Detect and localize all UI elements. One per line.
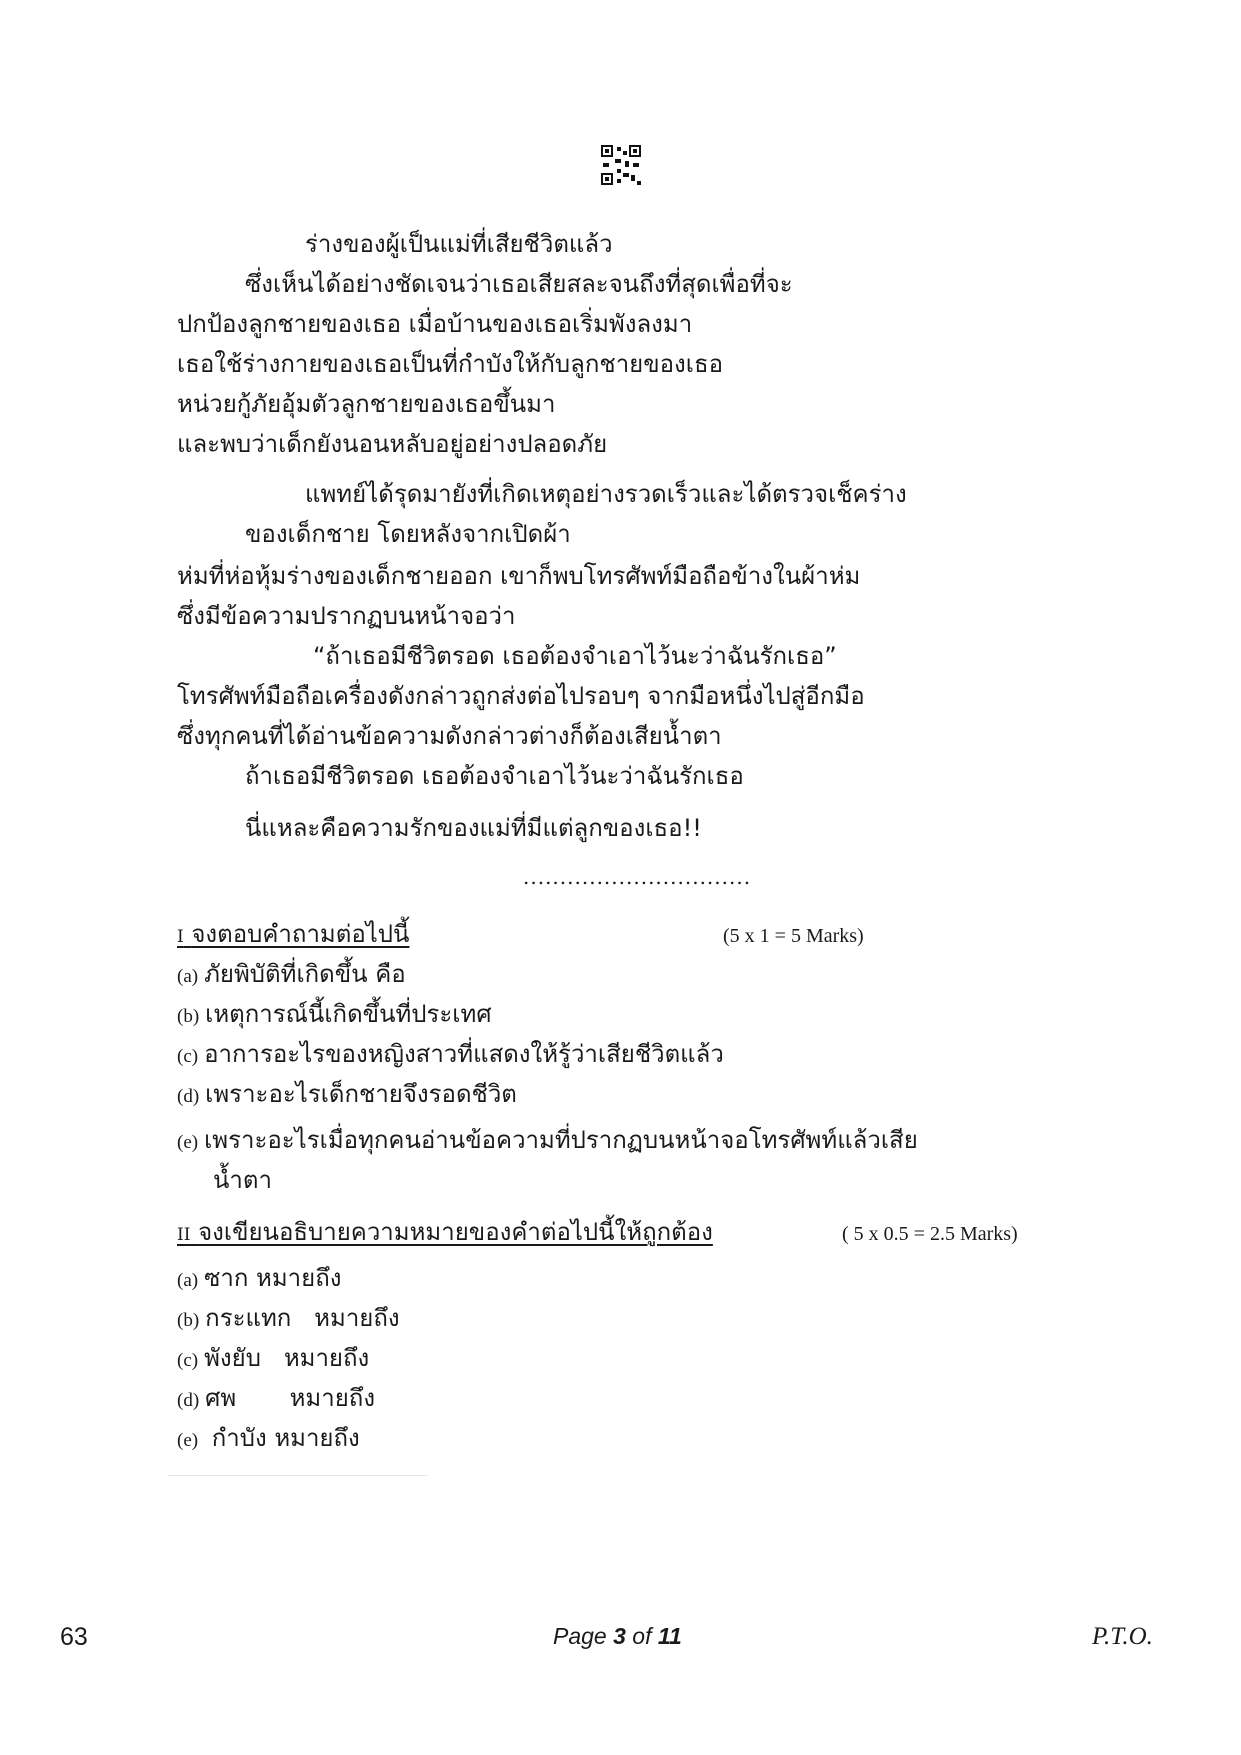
separator-dots: ...............................: [523, 865, 752, 889]
passage-quote: “ถ้าเธอมีชีวิตรอด เธอต้องจำเอาไว้นะว่าฉันรักเธอ”: [313, 642, 837, 670]
question-item: [177, 1342, 369, 1377]
question-item: [177, 1382, 375, 1417]
question-text: ซาก หมายถึง: [204, 1264, 342, 1292]
question-paper-code: 63: [60, 1623, 88, 1651]
passage-line: หน่วยกู้ภัยอุ้มตัวลูกชายของเธอขึ้นมา: [177, 390, 556, 418]
passage-line: ห่มที่ห่อหุ้มร่างของเด็กชายออก เขาก็พบโทรศัพท์มือถือข้างในผ้าห่ม: [177, 562, 861, 590]
divider: [168, 1475, 428, 1476]
question-label: (b): [177, 1310, 200, 1331]
passage-line: เธอใช้ร่างกายของเธอเป็นที่กำบังให้กับลูกชายของเธอ: [177, 350, 724, 378]
question-item: [177, 958, 406, 993]
question-label: (a): [177, 1270, 199, 1291]
question-text: พังยับ หมายถึง: [204, 1344, 370, 1372]
question-item: [177, 1302, 400, 1337]
pto-text: P.T.O.: [1092, 1623, 1153, 1650]
question-text: ภัยพิบัติที่เกิดขึ้น คือ: [204, 960, 406, 988]
passage-line: ร่างของผู้เป็นแม่ที่เสียชีวิตแล้ว: [305, 230, 613, 258]
question-label: (b): [177, 1006, 200, 1027]
page-total: 11: [657, 1623, 682, 1649]
question-label: (d): [177, 1390, 200, 1411]
section-1-title: จงตอบคำถามต่อไปนี้: [191, 920, 410, 948]
section-2-roman: II: [177, 1225, 191, 1245]
question-text: ศพ หมายถึง: [205, 1384, 376, 1412]
question-label: (c): [177, 1350, 199, 1371]
passage-line: และพบว่าเด็กยังนอนหลับอยู่อย่างปลอดภัย: [177, 430, 608, 458]
question-item: [177, 1262, 341, 1297]
question-item: [177, 998, 492, 1033]
qr-code-icon: [601, 145, 641, 185]
question-text: เพราะอะไรเมื่อทุกคนอ่านข้อความที่ปรากฏบนหน้าจอโทรศัพท์แล้วเสีย: [204, 1126, 918, 1154]
passage-line: ถ้าเธอมีชีวิตรอด เธอต้องจำเอาไว้นะว่าฉันรักเธอ: [245, 762, 744, 790]
question-label: (a): [177, 966, 199, 987]
question-item: [177, 1078, 517, 1113]
question-continuation: น้ำตา: [213, 1166, 272, 1194]
passage-line: ซึ่งเห็นได้อย่างชัดเจนว่าเธอเสียสละจนถึงที่สุดเพื่อที่จะ: [245, 270, 793, 298]
passage-line: ปกป้องลูกชายของเธอ เมื่อบ้านของเธอเริ่มพังลงมา: [177, 310, 693, 338]
section-1-roman: I: [177, 927, 184, 947]
section-2-title: จงเขียนอธิบายความหมายของคำต่อไปนี้ให้ถูกต้อง: [198, 1218, 713, 1246]
question-text: กระแทก หมายถึง: [205, 1304, 400, 1332]
passage-line: นี่แหละคือความรักของแม่ที่มีแต่ลูกของเธอ!!: [245, 814, 702, 842]
question-label: (c): [177, 1046, 199, 1067]
question-item: [177, 1422, 360, 1457]
passage-line: โทรศัพท์มือถือเครื่องดังกล่าวถูกส่งต่อไปรอบๆ จากมือหนึ่งไปสู่อีกมือ: [177, 682, 865, 710]
question-text: อาการอะไรของหญิงสาวที่แสดงให้รู้ว่าเสียชีวิตแล้ว: [204, 1040, 724, 1068]
passage-line: แพทย์ได้รุดมายังที่เกิดเหตุอย่างรวดเร็วและได้ตรวจเช็คร่าง: [305, 480, 907, 508]
page-mid: of: [625, 1623, 658, 1649]
question-label: (e): [177, 1430, 199, 1451]
question-text: เหตุการณ์นี้เกิดขึ้นที่ประเทศ: [205, 1000, 492, 1028]
page-current: 3: [613, 1623, 626, 1649]
question-text: กำบัง หมายถึง: [204, 1424, 360, 1452]
page-number: [553, 1623, 682, 1650]
section-1-marks: (5 x 1 = 5 Marks): [723, 925, 864, 947]
question-label: (d): [177, 1086, 200, 1107]
question-item: [177, 1124, 918, 1159]
question-label: (e): [177, 1132, 199, 1153]
passage-line: ของเด็กชาย โดยหลังจากเปิดผ้า: [245, 520, 571, 548]
section-2-marks: ( 5 x 0.5 = 2.5 Marks): [842, 1223, 1018, 1245]
question-text: เพราะอะไรเด็กชายจึงรอดชีวิต: [205, 1080, 517, 1108]
passage-line: ซึ่งมีข้อความปรากฏบนหน้าจอว่า: [177, 602, 516, 630]
section-2-heading: [177, 1216, 713, 1251]
page-prefix: Page: [553, 1623, 614, 1649]
passage-line: ซึ่งทุกคนที่ได้อ่านข้อความดังกล่าวต่างก็ต้องเสียน้ำตา: [177, 722, 722, 750]
question-item: [177, 1038, 724, 1073]
section-1-heading: [177, 918, 409, 953]
